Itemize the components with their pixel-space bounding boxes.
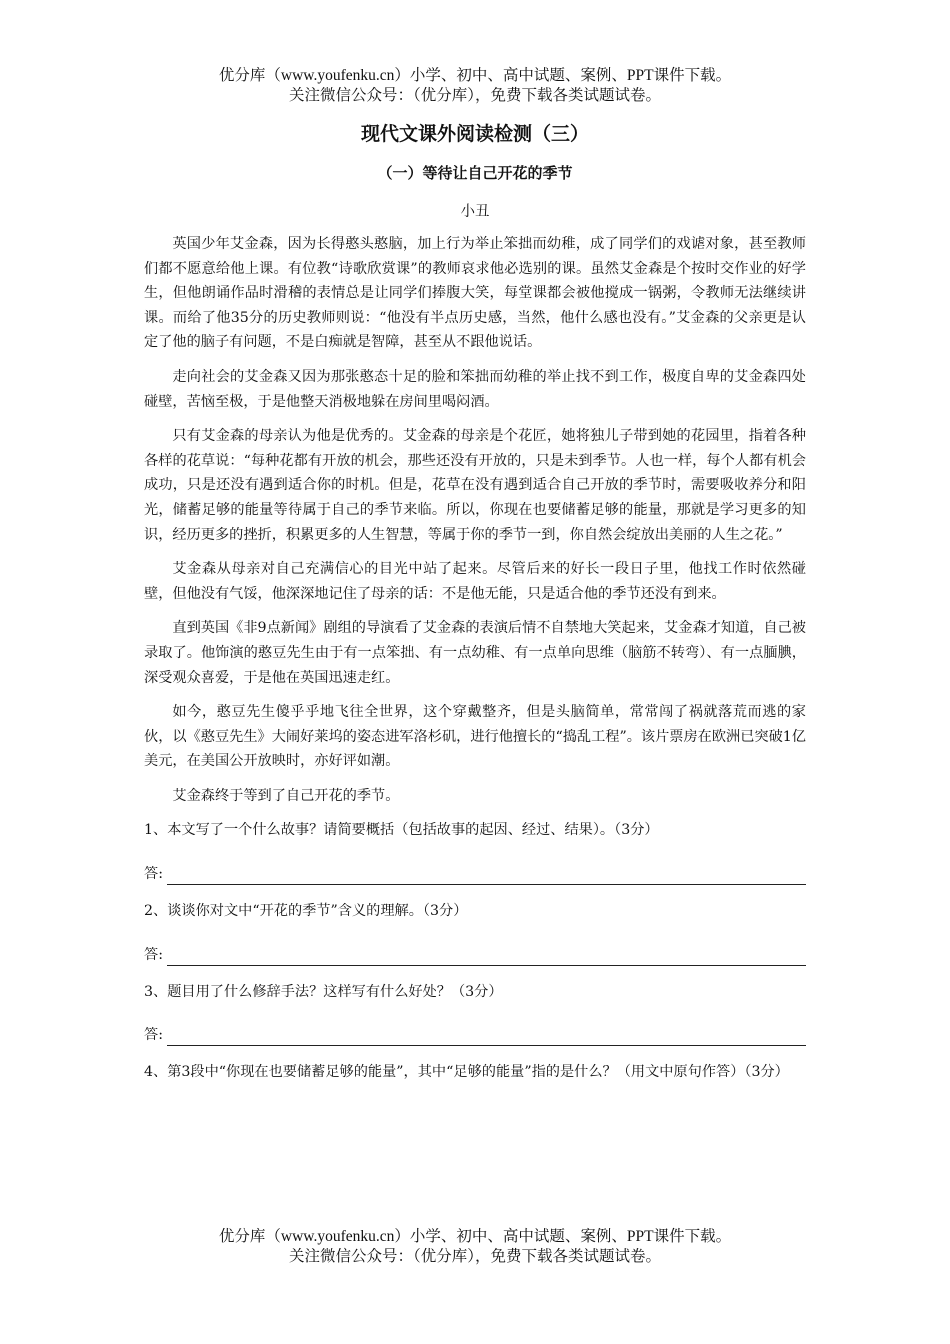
paragraph-6: 如今，憨豆先生傻乎乎地飞往全世界，这个穿戴整齐，但是头脑简单，常常闯了祸就落荒而逃的家伙，以《憨豆先生》大闹好莱坞的姿态进军洛杉矶，进行他擅长的“捣乱工程”。该片票房在欧洲已突破1亿美元，在美国公开放映时，亦好评如潮。 (144, 704, 806, 770)
question-1: 1、本文写了一个什么故事？请简要概括（包括故事的起因、经过、结果）。（3分） (144, 822, 659, 839)
paragraph-2: 走向社会的艾金森又因为那张憨态十足的脸和笨拙而幼稚的举止找不到工作，极度自卑的艾金森四处碰壁，苦恼至极，于是他整天消极地躲在房间里喝闷酒。 (144, 368, 806, 410)
header-line-2: 关注微信公众号：（优分库），免费下载各类试题试卷。 (288, 87, 661, 104)
page-footer (0, 1227, 950, 1267)
answer-row-3[interactable] (144, 1016, 806, 1046)
page-title: 现代文课外阅读检测（三） (360, 123, 589, 145)
page-header (0, 66, 950, 106)
answer-label: 答: (144, 1027, 163, 1044)
document-body (144, 120, 806, 1085)
answer-line[interactable] (167, 866, 806, 885)
question-2: 2、谈谈你对文中“开花的季节”含义的理解。（3分） (144, 903, 468, 920)
paragraph-1: 英国少年艾金森，因为长得憨头憨脑，加上行为举止笨拙而幼稚，成了同学们的戏谑对象，甚至教师们都不愿意给他上课。有位教“诗歌欣赏课”的教师哀求他必选别的课。虽然艾金森是个按时交作业的好学生，但他朗诵作品时滑稽的表情总是让同学们捧腹大笑，每堂课都会被他搅成一锅粥，令教师无法继续讲课。而给了他35分的历史教师则说：“他没有半点历史感，当然，他什么感也没有。”艾金森的父亲更是认定了他的脑子有问题，不是白痴就是智障，甚至从不跟他说话。 (144, 236, 806, 351)
paragraph-7: 艾金森终于等到了自己开花的季节。 (172, 787, 400, 804)
paragraph-4: 艾金森从母亲对自己充满信心的目光中站了起来。尽管后来的好长一段日子里，他找工作时依然碰壁，但他没有气馁，他深深地记住了母亲的话：不是他无能，只是适合他的季节还没有到来。 (144, 561, 806, 602)
answer-row-2[interactable] (144, 936, 806, 966)
header-line-1: 优分库（www.youfenku.cn）小学、初中、高中试题、案例、PPT课件下载。 (218, 67, 732, 84)
answer-label: 答: (144, 866, 163, 883)
paragraph-3: 只有艾金森的母亲认为他是优秀的。艾金森的母亲是个花匠，她将独儿子带到她的花园里，指着各种各样的花草说：“每种花都有开放的机会，那些还没有开放的，只是未到季节。人也一样，每个人都有机会成功，只是还没有遇到适合你的时机。但是，花草在没有遇到适合自己开放的季节时，需要吸收养分和阳光，储蓄足够的能量等待属于自己的季节来临。所以，你现在也要储蓄足够的能量，那就是学习更多的知识，经历更多的挫折，积累更多的人生智慧，等属于你的季节一到，你自然会绽放出美丽的人生之花。” (144, 428, 806, 543)
answer-line[interactable] (167, 1027, 806, 1046)
paragraph-5: 直到英国《非9点新闻》剧组的导演看了艾金森的表演后情不自禁地大笑起来，艾金森才知道，自己被录取了。他饰演的憨豆先生由于有一点笨拙、有一点幼稚、有一点单向思维（脑筋不转弯）、有一点腼腆，深受观众喜爱，于是他在英国迅速走红。 (144, 620, 806, 686)
answer-label: 答: (144, 946, 163, 963)
article-title: （一）等待让自己开花的季节 (377, 164, 573, 182)
answer-line[interactable] (167, 947, 806, 966)
footer-line-2: 关注微信公众号：（优分库），免费下载各类试题试卷。 (288, 1248, 661, 1265)
footer-line-1: 优分库（www.youfenku.cn）小学、初中、高中试题、案例、PPT课件下载。 (218, 1228, 732, 1245)
question-3: 3、题目用了什么修辞手法？这样写有什么好处？（3分） (144, 983, 503, 1000)
article-author: 小丑 (460, 204, 490, 220)
question-4: 4、第3段中“你现在也要储蓄足够的能量”，其中“足够的能量”指的是什么？（用文中原句作答）（3分） (144, 1064, 789, 1081)
answer-row-1[interactable] (144, 855, 806, 885)
